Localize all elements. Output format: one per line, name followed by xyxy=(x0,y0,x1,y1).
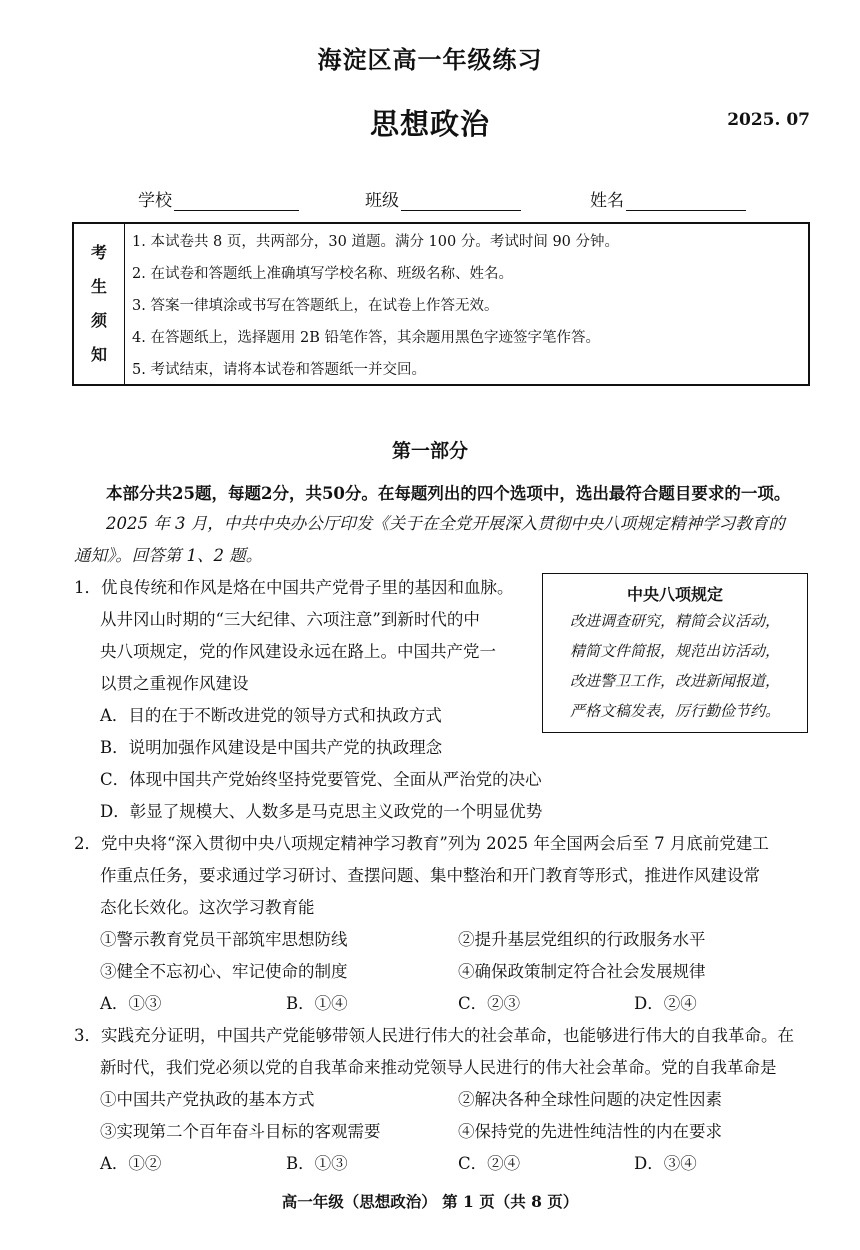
q2-item: ①警示教育党员干部筑牢思想防线 xyxy=(100,930,348,949)
q2-item: ②提升基层党组织的行政服务水平 xyxy=(458,930,706,949)
class-field xyxy=(365,186,521,211)
q3-stem-line: 新时代，我们党必须以党的自我革命来推动党领导人民进行的伟大社会革命。党的自我革命是 xyxy=(100,1058,777,1077)
exam-title: 海淀区高一年级练习 xyxy=(317,45,543,74)
q3-item: ①中国共产党执政的基本方式 xyxy=(100,1090,315,1109)
name-blank[interactable] xyxy=(626,192,746,211)
q3-choice-a[interactable]: A．①② xyxy=(100,1154,162,1173)
q1-stem-line: 以贯之重视作风建设 xyxy=(100,674,249,693)
exam-date: 2025. 07 xyxy=(727,110,810,130)
q1-option-d[interactable]: D．彰显了规模大、人数多是马克思主义政党的一个明显优势 xyxy=(100,802,543,821)
q1-stem-line: 央八项规定，党的作风建设永远在路上。中国共产党一 xyxy=(100,642,496,661)
part-title: 第一部分 xyxy=(391,440,468,462)
school-field xyxy=(138,186,299,211)
subject-title: 思想政治 xyxy=(369,107,490,141)
q2-stem-line: 作重点任务，要求通过学习研讨、查摆问题、集中整治和开门教育等形式，推进作风建设常 xyxy=(100,866,760,885)
name-label: 姓名 xyxy=(590,191,624,211)
notice-item: 4. 在答题纸上，选择题用 2B 铅笔作答，其余题用黑色字迹签字笔作答。 xyxy=(132,330,601,346)
notice-item: 1. 本试卷共 8 页，共两部分，30 道题。满分 100 分。考试时间 90 分钟。 xyxy=(132,234,620,250)
box-title: 中央八项规定 xyxy=(626,585,723,604)
q3-item: ②解决各种全球性问题的决定性因素 xyxy=(458,1090,722,1109)
material-line: 2025 年 3 月，中共中央办公厅印发《关于在全党开展深入贯彻中央八项规定精神学习教育的 xyxy=(106,514,785,533)
exam-notice-box xyxy=(72,222,810,386)
material-line: 通知》。回答第 1、2 题。 xyxy=(74,546,263,565)
q2-stem-line: 2．党中央将“深入贯彻中央八项规定精神学习教育”列为 2025 年全国两会后至 7 月底前党建工 xyxy=(74,834,769,853)
q1-stem-line: 1．优良传统和作风是烙在中国共产党骨子里的基因和血脉。 xyxy=(74,578,514,597)
box-line: 改进调查研究，精简会议活动， xyxy=(569,612,780,630)
notice-label-char: 知 xyxy=(90,345,107,364)
q2-stem-line: 态化长效化。这次学习教育能 xyxy=(100,898,315,917)
q1-option-a[interactable]: A．目的在于不断改进党的领导方式和执政方式 xyxy=(100,706,442,725)
eight-rules-box xyxy=(542,573,808,733)
notice-items xyxy=(132,226,802,386)
notice-label-char: 考 xyxy=(90,243,107,262)
name-field xyxy=(590,186,746,211)
q3-item: ③实现第二个百年奋斗目标的客观需要 xyxy=(100,1122,381,1141)
q2-choice-b[interactable]: B．①④ xyxy=(286,994,348,1013)
q1-stem-line: 从井冈山时期的“三大纪律、六项注意”到新时代的中 xyxy=(100,610,480,629)
q1-option-b[interactable]: B．说明加强作风建设是中国共产党的执政理念 xyxy=(100,738,443,757)
q2-item: ③健全不忘初心、牢记使命的制度 xyxy=(100,962,348,981)
q3-stem-line: 3．实践充分证明，中国共产党能够带领人民进行伟大的社会革命，也能够进行伟大的自我革命。在 xyxy=(74,1026,794,1045)
page-footer: 高一年级（思想政治） 第 1 页（共 8 页） xyxy=(281,1192,579,1211)
notice-label-char: 生 xyxy=(90,277,107,296)
q2-choice-a[interactable]: A．①③ xyxy=(100,994,162,1013)
part-instruction: 本部分共25题，每题2分，共50分。在每题列出的四个选项中，选出最符合题目要求的一项。 xyxy=(106,484,791,503)
q2-choice-d[interactable]: D．②④ xyxy=(634,994,697,1013)
notice-item: 2. 在试卷和答题纸上准确填写学校名称、班级名称、姓名。 xyxy=(132,266,513,282)
notice-item: 3. 答案一律填涂或书写在答题纸上，在试卷上作答无效。 xyxy=(132,298,499,314)
school-label: 学校 xyxy=(138,191,172,211)
notice-item: 5. 考试结束，请将本试卷和答题纸一并交回。 xyxy=(132,362,426,378)
q3-choice-c[interactable]: C．②④ xyxy=(458,1154,521,1173)
class-label: 班级 xyxy=(365,191,399,211)
school-blank[interactable] xyxy=(174,192,299,211)
q3-item: ④保持党的先进性纯洁性的内在要求 xyxy=(458,1122,722,1141)
box-line: 严格文稿发表，厉行勤俭节约。 xyxy=(569,702,780,720)
q2-choice-c[interactable]: C．②③ xyxy=(458,994,521,1013)
class-blank[interactable] xyxy=(401,192,521,211)
notice-label xyxy=(74,224,125,384)
notice-label-char: 须 xyxy=(90,311,107,330)
box-line: 精简文件简报，规范出访活动， xyxy=(569,642,780,660)
q3-choice-d[interactable]: D．③④ xyxy=(634,1154,697,1173)
q2-item: ④确保政策制定符合社会发展规律 xyxy=(458,962,706,981)
box-line: 改进警卫工作，改进新闻报道， xyxy=(569,672,780,690)
q1-option-c[interactable]: C．体现中国共产党始终坚持党要管党、全面从严治党的决心 xyxy=(100,770,542,789)
q3-choice-b[interactable]: B．①③ xyxy=(286,1154,348,1173)
